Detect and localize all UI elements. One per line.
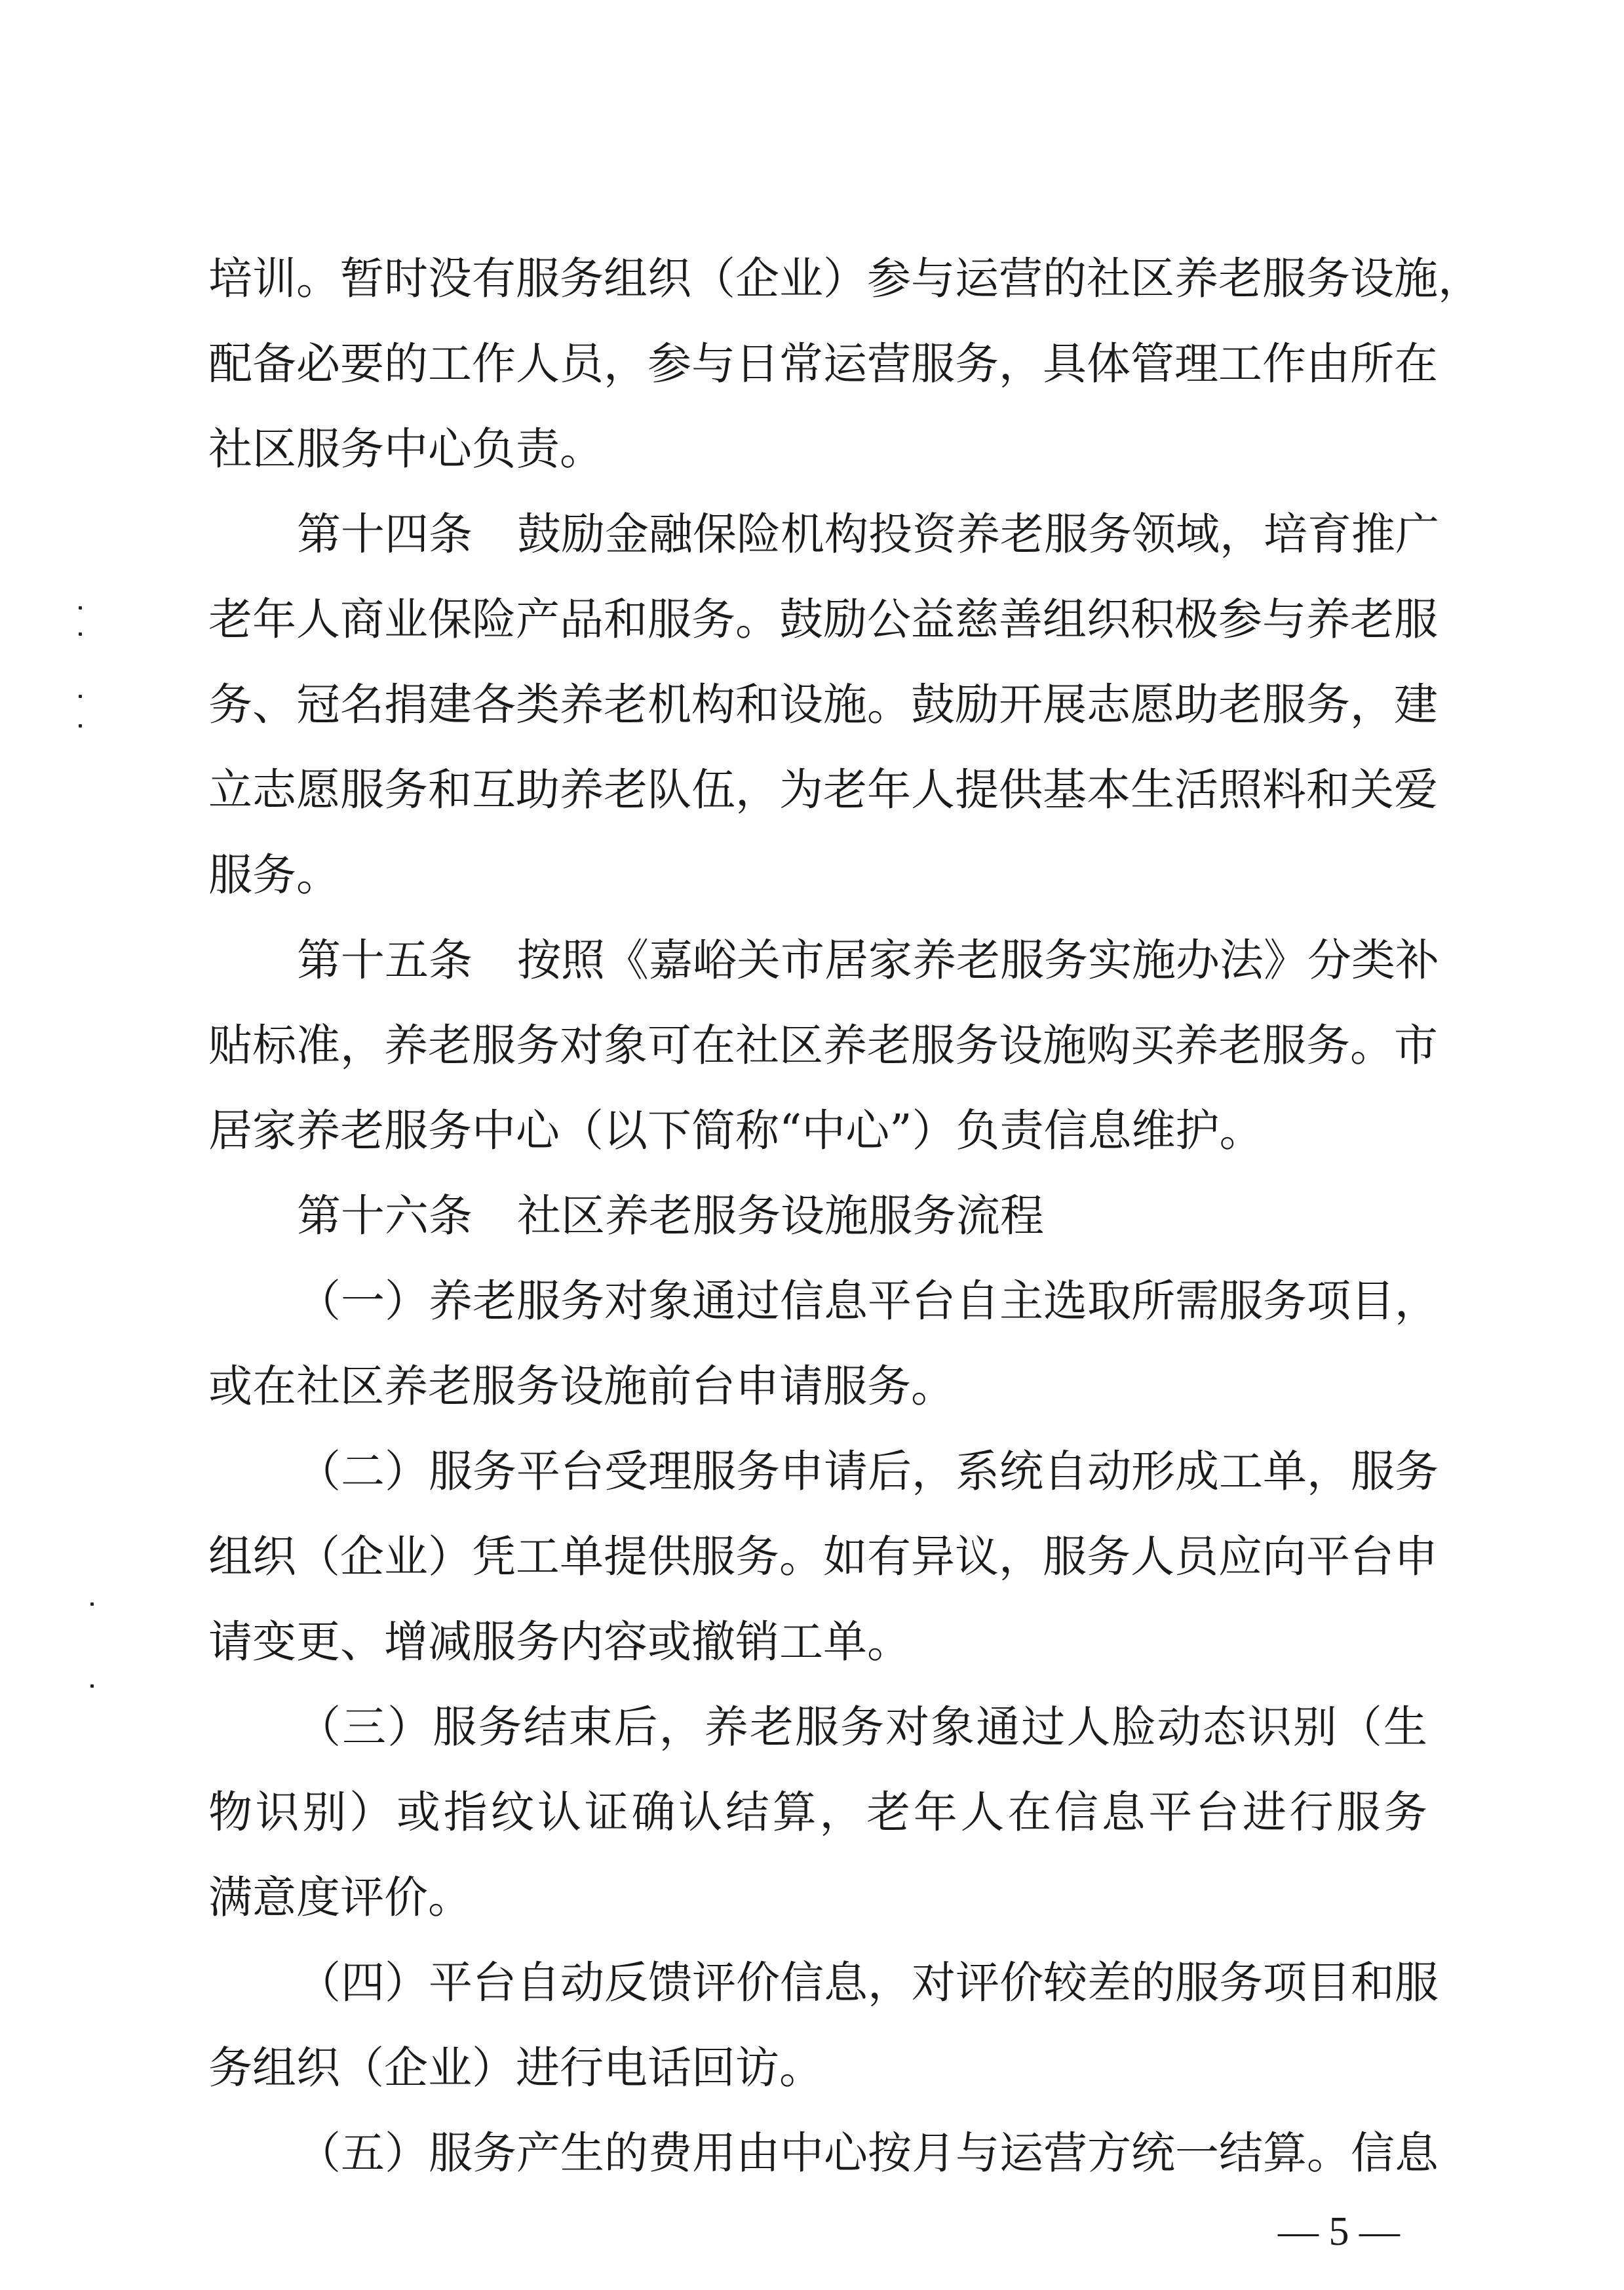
- text-line: （三）服务结束后，养老服务对象通过人脸动态识别（生: [297, 1701, 1427, 1753]
- text-line: 居家养老服务中心（以下简称“中心”）负责信息维护。: [208, 1105, 1264, 1156]
- binding-mark: [79, 724, 82, 728]
- text-line: （二）服务平台受理服务申请后，系统自动形成工单，服务: [297, 1446, 1439, 1497]
- text-line: 培训。暂时没有服务组织（企业）参与运营的社区养老服务设施，: [208, 253, 1482, 304]
- article-16-first-line: [208, 1173, 1427, 1258]
- text-line: （四）平台自动反馈评价信息，对评价较差的服务项目和服: [297, 1957, 1439, 2008]
- binding-mark: [79, 606, 82, 610]
- text-line: 物识别）或指纹认证确认结算，老年人在信息平台进行服务: [208, 1787, 1427, 1838]
- text-line: 社区养老服务设施服务流程: [517, 1190, 1044, 1241]
- text-line: （五）服务产生的费用由中心按月与运营方统一结算。信息: [297, 2127, 1439, 2179]
- binding-mark: [90, 1684, 94, 1688]
- binding-mark: [79, 695, 82, 698]
- text-line: 或在社区养老服务设施前台申请服务。: [208, 1361, 955, 1412]
- text-line: 组织（企业）凭工单提供服务。如有异议，服务人员应向平台申: [208, 1531, 1438, 1582]
- body-text: [208, 236, 1482, 2196]
- text-line: 满意度评价。: [208, 1872, 472, 1923]
- article-heading: 第十六条: [297, 1190, 473, 1241]
- text-line: 鼓励金融保险机构投资养老服务领域，培育推广: [517, 509, 1439, 560]
- text-line: 配备必要的工作人员，参与日常运营服务，具体管理工作由所在: [208, 338, 1438, 389]
- text-line: 贴标准，养老服务对象可在社区养老服务设施购买养老服务。市: [208, 1020, 1438, 1071]
- text-line: 按照《嘉峪关市居家养老服务实施办法》分类补: [517, 935, 1439, 986]
- page-number: — 5 —: [1278, 2209, 1400, 2254]
- text-line: 老年人商业保险产品和服务。鼓励公益慈善组织积极参与养老服: [208, 594, 1438, 645]
- text-line: 服务。: [208, 849, 340, 901]
- text-line: （一）养老服务对象通过信息平台自主选取所需服务项目，: [297, 1275, 1439, 1327]
- article-14-first-line: [208, 492, 1439, 577]
- text-line: 务、冠名捐建各类养老机构和设施。鼓励开展志愿助老服务，建: [208, 679, 1438, 730]
- text-line: 社区服务中心负责。: [208, 423, 604, 475]
- binding-mark: [79, 632, 82, 636]
- text-line: 务组织（企业）进行电话回访。: [208, 2042, 823, 2093]
- text-line: 请变更、增减服务内容或撤销工单。: [208, 1616, 911, 1667]
- article-heading: 第十五条: [297, 935, 473, 986]
- article-heading: 第十四条: [297, 509, 473, 560]
- text-line: 立志愿服务和互助养老队伍，为老年人提供基本生活照料和关爱: [208, 764, 1438, 815]
- article-15-first-line: [208, 918, 1439, 1003]
- binding-mark: [90, 1602, 94, 1606]
